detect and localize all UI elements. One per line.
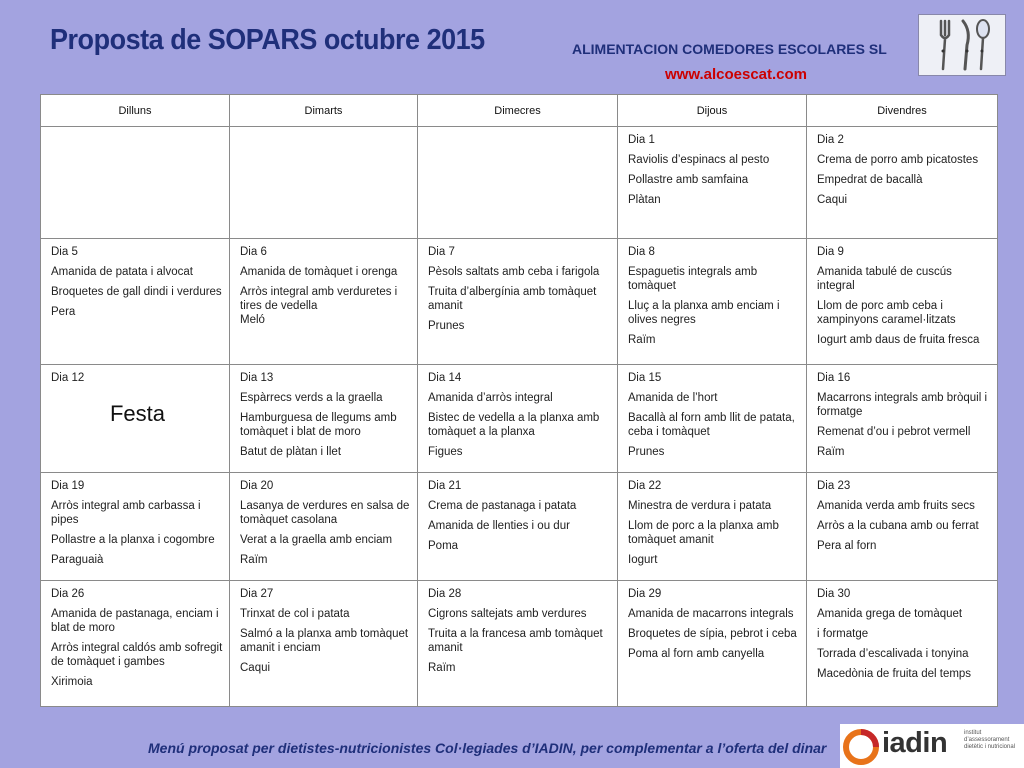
menu-dish: Caqui bbox=[240, 662, 271, 674]
menu-dish: Pollastre a la planxa i cogombre bbox=[51, 534, 215, 546]
day-cell bbox=[618, 127, 807, 239]
menu-dish: Lluç a la planxa amb enciam i olives negres bbox=[628, 300, 780, 326]
menu-dish: Arròs integral amb verduretes i tires de vedella Meló bbox=[240, 286, 398, 326]
menu-dish: Broquetes de sípia, pebrot i ceba bbox=[628, 628, 797, 640]
menu-dish: Macarrons integrals amb bròquil i formatge bbox=[817, 392, 988, 418]
menu-dish: Amanida de pastanaga, enciam i blat de moro bbox=[51, 608, 219, 634]
menu-dish: Llom de porc amb ceba i xampinyons caramel·litzats bbox=[817, 300, 956, 326]
menu-dish: Amanida d’arròs integral bbox=[428, 392, 553, 404]
iadin-logo bbox=[840, 724, 1024, 768]
menu-dish: Crema de porro amb picatostes bbox=[817, 154, 979, 166]
menu-dish: Cigrons saltejats amb verdures bbox=[428, 608, 587, 620]
holiday-label: Festa bbox=[109, 401, 166, 426]
day-cell bbox=[41, 127, 230, 239]
day-cell bbox=[618, 473, 807, 581]
menu-dish: Amanida grega de tomàquet bbox=[817, 608, 963, 620]
menu-dish: Amanida de llenties i ou dur bbox=[428, 520, 570, 532]
menu-dish: Plàtan bbox=[628, 194, 661, 206]
menu-dish: Torrada d’escalivada i tonyina bbox=[817, 648, 969, 660]
menu-dish: Llom de porc a la planxa amb tomàquet amanit bbox=[628, 520, 779, 546]
day-number: Dia 27 bbox=[240, 588, 274, 600]
menu-dish: Salmó a la planxa amb tomàquet amanit i enciam bbox=[240, 628, 409, 654]
menu-dish: Pera al forn bbox=[817, 540, 877, 552]
menu-dish: Hamburguesa de llegums amb tomàquet i blat de moro bbox=[240, 412, 397, 438]
day-number: Dia 16 bbox=[817, 372, 851, 384]
menu-dish: Bacallà al forn amb llit de patata, ceba i tomàquet bbox=[628, 412, 795, 438]
menu-dish: Batut de plàtan i llet bbox=[240, 446, 342, 458]
menu-dish: Empedrat de bacallà bbox=[817, 174, 923, 186]
day-number: Dia 5 bbox=[51, 246, 78, 258]
menu-dish: Amanida de tomàquet i orenga bbox=[240, 266, 398, 278]
day-cell bbox=[807, 365, 998, 473]
menu-dish: Raïm bbox=[428, 662, 456, 674]
menu-dish: Truita a la francesa amb tomàquet amanit bbox=[428, 628, 603, 654]
day-number: Dia 19 bbox=[51, 480, 85, 492]
day-cell bbox=[418, 581, 618, 707]
menu-dish: Pollastre amb samfaina bbox=[628, 174, 749, 186]
day-cell bbox=[807, 127, 998, 239]
day-cell bbox=[418, 127, 618, 239]
week-row bbox=[41, 581, 998, 707]
menu-dish: Verat a la graella amb enciam bbox=[240, 534, 393, 546]
day-cell bbox=[41, 473, 230, 581]
menu-dish: Poma al forn amb canyella bbox=[628, 648, 765, 660]
company-name: ALIMENTACION COMEDORES ESCOLARES SL bbox=[572, 41, 887, 57]
iadin-name: iadin bbox=[882, 727, 948, 759]
week-row bbox=[41, 473, 998, 581]
day-header: Divendres bbox=[807, 95, 998, 127]
day-cell bbox=[618, 581, 807, 707]
menu-dish: Espaguetis integrals amb tomàquet bbox=[628, 266, 758, 292]
menu-dish: Lasanya de verdures en salsa de tomàquet casolana bbox=[240, 500, 410, 526]
day-header: Dimecres bbox=[418, 95, 618, 127]
menu-dish: Iogurt bbox=[628, 554, 658, 566]
menu-table bbox=[40, 94, 998, 707]
day-number: Dia 21 bbox=[428, 480, 462, 492]
menu-dish: Poma bbox=[428, 540, 459, 552]
menu-dish: Arròs integral amb carbassa i pipes bbox=[51, 500, 201, 526]
website-link[interactable]: www.alcoescat.com bbox=[665, 66, 808, 83]
menu-dish: Arròs integral caldós amb sofregit de tomàquet i gambes bbox=[51, 642, 223, 668]
menu-dish: Figues bbox=[428, 446, 463, 458]
day-header: Dilluns bbox=[41, 95, 230, 127]
day-cell bbox=[41, 581, 230, 707]
day-cell bbox=[230, 127, 418, 239]
day-number: Dia 9 bbox=[817, 246, 844, 258]
day-number: Dia 2 bbox=[817, 134, 844, 146]
menu-dish: Truita d’albergínia amb tomàquet amanit bbox=[428, 286, 597, 312]
day-number: Dia 12 bbox=[51, 372, 85, 384]
menu-dish: Caqui bbox=[817, 194, 848, 206]
day-cell bbox=[230, 581, 418, 707]
menu-dish: Raïm bbox=[817, 446, 845, 458]
menu-dish: Xirimoia bbox=[51, 676, 93, 688]
page-title: Proposta de SOPARS octubre 2015 bbox=[50, 24, 485, 56]
week-row bbox=[41, 365, 998, 473]
day-cell bbox=[41, 239, 230, 365]
day-header-row bbox=[41, 95, 998, 127]
day-number: Dia 28 bbox=[428, 588, 462, 600]
day-cell bbox=[807, 581, 998, 707]
menu-dish: Amanida de l’hort bbox=[628, 392, 718, 404]
day-cell bbox=[418, 473, 618, 581]
menu-dish: Remenat d’ou i pebrot vermell bbox=[817, 426, 971, 438]
day-cell bbox=[41, 365, 230, 473]
cutlery-logo-icon bbox=[918, 14, 1006, 76]
day-number: Dia 22 bbox=[628, 480, 662, 492]
day-number: Dia 7 bbox=[428, 246, 455, 258]
iadin-logo-icon bbox=[842, 728, 880, 766]
menu-dish: Broquetes de gall dindi i verdures bbox=[51, 286, 222, 298]
menu-dish: Pèsols saltats amb ceba i farigola bbox=[428, 266, 600, 278]
footer-note: Menú proposat per dietistes-nutricionistes Col·legiades d’IADIN, per complementar a l’oferta del dinar bbox=[148, 740, 827, 756]
menu-dish: Amanida de macarrons integrals bbox=[628, 608, 794, 620]
menu-dish: Prunes bbox=[628, 446, 665, 458]
day-number: Dia 23 bbox=[817, 480, 851, 492]
day-header: Dimarts bbox=[230, 95, 418, 127]
menu-dish: i formatge bbox=[817, 628, 869, 640]
menu-dish: Crema de pastanaga i patata bbox=[428, 500, 577, 512]
day-number: Dia 13 bbox=[240, 372, 274, 384]
iadin-subtitle: institut d’assessorament dietètic i nutricional bbox=[964, 730, 1016, 750]
day-cell bbox=[230, 473, 418, 581]
menu-dish: Bistec de vedella a la planxa amb tomàquet a la planxa bbox=[428, 412, 600, 438]
day-cell bbox=[807, 239, 998, 365]
week-row bbox=[41, 239, 998, 365]
day-header: Dijous bbox=[618, 95, 807, 127]
day-number: Dia 30 bbox=[817, 588, 851, 600]
menu-dish: Raïm bbox=[628, 334, 656, 346]
day-number: Dia 1 bbox=[628, 134, 655, 146]
menu-dish: Pera bbox=[51, 306, 76, 318]
menu-dish: Raviolis d’espinacs al pesto bbox=[628, 154, 770, 166]
day-number: Dia 8 bbox=[628, 246, 655, 258]
menu-dish: Macedònia de fruita del temps bbox=[817, 668, 972, 680]
menu-dish: Amanida verda amb fruits secs bbox=[817, 500, 975, 512]
day-cell bbox=[230, 239, 418, 365]
menu-dish: Minestra de verdura i patata bbox=[628, 500, 772, 512]
day-cell bbox=[418, 239, 618, 365]
day-number: Dia 29 bbox=[628, 588, 662, 600]
day-number: Dia 15 bbox=[628, 372, 662, 384]
menu-dish: Iogurt amb daus de fruita fresca bbox=[817, 334, 980, 346]
menu-dish: Amanida de patata i alvocat bbox=[51, 266, 193, 278]
day-cell bbox=[618, 365, 807, 473]
menu-dish: Paraguaià bbox=[51, 554, 104, 566]
day-cell bbox=[418, 365, 618, 473]
day-number: Dia 14 bbox=[428, 372, 462, 384]
day-number: Dia 6 bbox=[240, 246, 267, 258]
day-cell bbox=[230, 365, 418, 473]
day-number: Dia 20 bbox=[240, 480, 274, 492]
week-row bbox=[41, 127, 998, 239]
menu-dish: Arròs a la cubana amb ou ferrat bbox=[817, 520, 979, 532]
day-cell bbox=[807, 473, 998, 581]
menu-dish: Raïm bbox=[240, 554, 268, 566]
menu-dish: Espàrrecs verds a la graella bbox=[240, 392, 383, 404]
menu-dish: Trinxat de col i patata bbox=[240, 608, 350, 620]
day-number: Dia 26 bbox=[51, 588, 85, 600]
menu-dish: Prunes bbox=[428, 320, 465, 332]
day-cell bbox=[618, 239, 807, 365]
menu-dish: Amanida tabulé de cuscús integral bbox=[817, 266, 952, 292]
